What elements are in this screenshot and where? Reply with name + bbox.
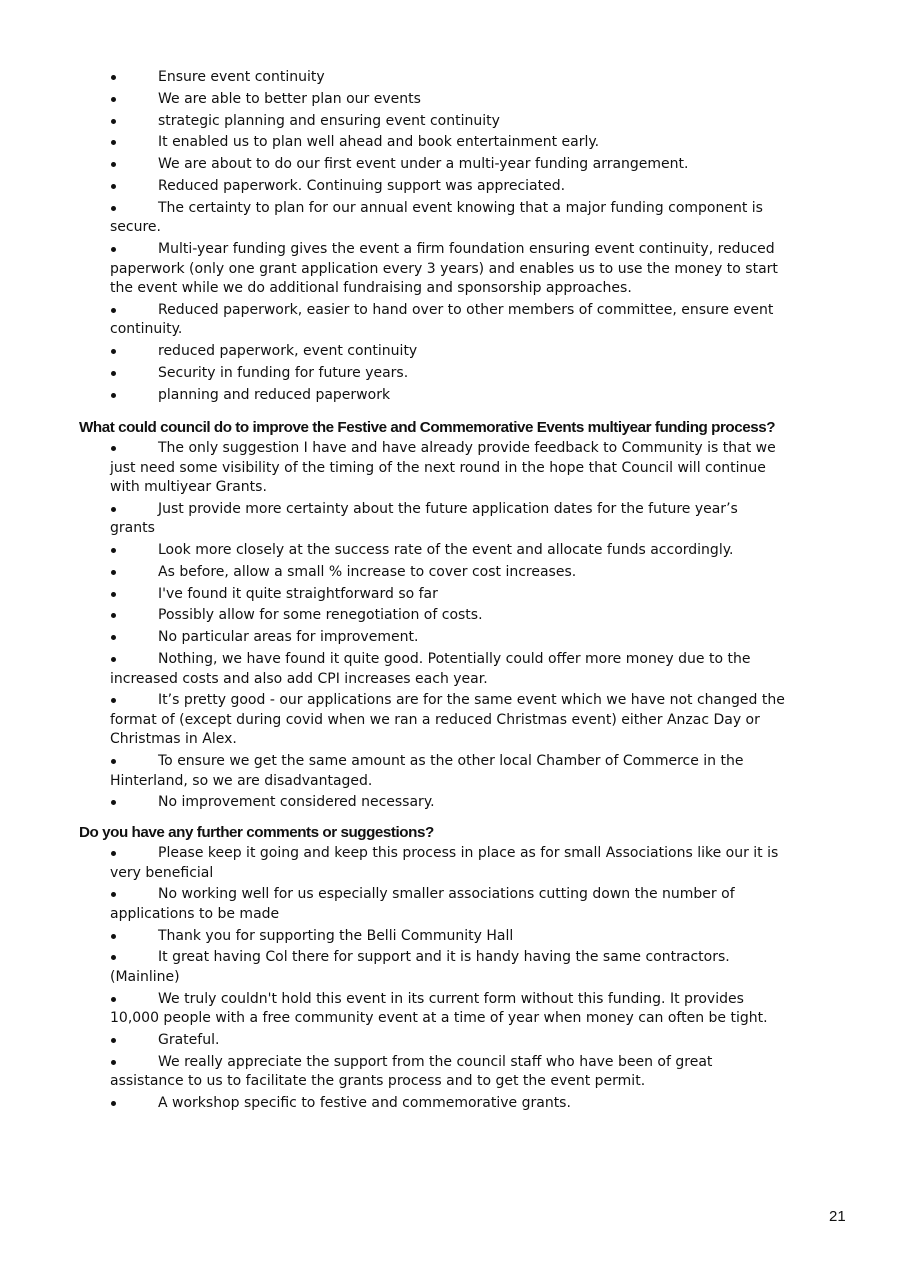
list-item-text: It’s pretty good - our applications are for the same event which we have not changed the format of (except during covid when we ran a reduced Christmas event) either Anzac Day or Christmas in Alex.: [110, 692, 785, 748]
list-item-text: Ensure event continuity: [158, 69, 325, 85]
list-item-text: It great having Col there for support and it is handy having the same contractors. (Mainline): [110, 949, 730, 985]
list-item: [110, 1094, 786, 1114]
bullet-icon: [111, 613, 116, 618]
bullet-icon: [111, 657, 116, 662]
bullet-icon: [111, 446, 116, 451]
bullet-icon: [111, 955, 116, 960]
list-item-text: reduced paperwork, event continuity: [158, 343, 418, 360]
section-heading-further-comments: Do you have any further comments or suggestions?: [79, 824, 434, 841]
bullet-icon: [111, 1060, 116, 1065]
list-item: [110, 155, 786, 175]
list-item-text: The certainty to plan for our annual event knowing that a major funding component is secure.: [110, 199, 763, 236]
list-item: [110, 439, 786, 498]
page-number: 21: [829, 1208, 846, 1225]
list-item: [110, 68, 786, 88]
list-item-text: I've found it quite straightforward so far: [158, 585, 438, 602]
list-item: [110, 563, 786, 583]
list-item: [110, 364, 786, 384]
bullet-icon: [111, 800, 116, 805]
list-item-text: Grateful.: [158, 1031, 220, 1048]
bullet-icon: [111, 1038, 116, 1043]
list-item: [110, 177, 786, 197]
list-item-text: Multi-year funding gives the event a firm foundation ensuring event continuity, reduced paperwork (only one grant application every 3 years) and enables us to use the money to start the event while we do additional fundraising and sponsorship approaches.: [110, 241, 778, 297]
bullet-icon: [111, 934, 116, 939]
list-item-text: It enabled us to plan well ahead and book entertainment early.: [158, 134, 600, 151]
list-item-text: Possibly allow for some renegotiation of costs.: [158, 607, 483, 624]
list-item: [110, 585, 786, 605]
list-item-text: Reduced paperwork, easier to hand over to other members of committee, ensure event continuity.: [110, 301, 774, 338]
list-item: [110, 199, 786, 238]
list-item: [110, 1053, 786, 1092]
bullet-icon: [111, 635, 116, 640]
list-item: [110, 885, 786, 924]
bullet-icon: [111, 698, 116, 703]
comments-bullet-list: [110, 844, 786, 1116]
bullet-icon: [111, 97, 116, 102]
list-item: [110, 90, 786, 110]
bullet-icon: [111, 507, 116, 512]
list-item: [110, 500, 786, 539]
list-item-text: No particular areas for improvement.: [158, 629, 419, 646]
bullet-icon: [111, 548, 116, 553]
list-item: [110, 1031, 786, 1051]
benefits-bullet-list: [110, 68, 786, 408]
list-item: [110, 752, 786, 791]
list-item: [110, 628, 786, 648]
list-item: [110, 112, 786, 132]
list-item: [110, 691, 786, 750]
list-item: [110, 927, 786, 947]
bullet-icon: [111, 140, 116, 145]
list-item-text: planning and reduced paperwork: [158, 386, 391, 403]
bullet-icon: [111, 247, 116, 252]
list-item-text: No improvement considered necessary.: [158, 794, 435, 811]
list-item-text: We really appreciate the support from the council staff who have been of great assistance to us to facilitate the grants process and to get the event permit.: [110, 1053, 713, 1090]
list-item: [110, 606, 786, 626]
list-item-text: Nothing, we have found it quite good. Potentially could offer more money due to the increased costs and also add CPI increases each year.: [110, 651, 751, 687]
list-item: [110, 793, 786, 813]
list-item-text: The only suggestion I have and have already provide feedback to Community is that we just need some visibility of the timing of the next round in the hope that Council will continue with multiyear Grants.: [110, 440, 776, 495]
bullet-icon: [111, 349, 116, 354]
bullet-icon: [111, 892, 116, 897]
bullet-icon: [111, 75, 116, 80]
bullet-icon: [111, 570, 116, 575]
list-item-text: No working well for us especially smaller associations cutting down the number of applications to be made: [110, 886, 735, 922]
bullet-icon: [111, 162, 116, 167]
list-item: [110, 541, 786, 561]
bullet-icon: [111, 206, 116, 211]
list-item-text: Security in funding for future years.: [158, 364, 409, 381]
list-item-text: Thank you for supporting the Belli Community Hall: [158, 927, 514, 944]
bullet-icon: [111, 759, 116, 764]
bullet-icon: [111, 1101, 116, 1106]
list-item-text: Look more closely at the success rate of the event and allocate funds accordingly.: [158, 542, 734, 559]
list-item: [110, 844, 786, 883]
list-item-text: We are able to better plan our events: [158, 90, 421, 107]
list-item-text: Please keep it going and keep this process in place as for small Associations like our it is very beneficial: [110, 845, 779, 881]
list-item-text: strategic planning and ensuring event continuity: [158, 112, 500, 129]
list-item: [110, 948, 786, 987]
list-item: [110, 342, 786, 362]
bullet-icon: [111, 308, 116, 313]
list-item-text: We truly couldn't hold this event in its current form without this funding. It provides 10,000 people with a free community event at a time of year when money can often be tight.: [110, 990, 768, 1027]
bullet-icon: [111, 997, 116, 1002]
list-item: [110, 990, 786, 1029]
bullet-icon: [111, 592, 116, 597]
list-item-text: To ensure we get the same amount as the other local Chamber of Commerce in the Hinterland, so we are disadvantaged.: [110, 753, 744, 789]
improvements-bullet-list: [110, 439, 786, 815]
bullet-icon: [111, 371, 116, 376]
list-item-text: A workshop specific to festive and commemorative grants.: [158, 1095, 571, 1112]
bullet-icon: [111, 393, 116, 398]
bullet-icon: [111, 851, 116, 856]
list-item: [110, 301, 786, 340]
list-item-text: Reduced paperwork. Continuing support was appreciated.: [158, 177, 566, 194]
list-item-text: Just provide more certainty about the future application dates for the future year’s grants: [110, 500, 738, 537]
list-item-text: We are about to do our first event under a multi-year funding arrangement.: [158, 156, 689, 173]
section-heading-improvements: What could council do to improve the Festive and Commemorative Events multiyear funding process?: [79, 419, 776, 436]
list-item: [110, 133, 786, 153]
bullet-icon: [111, 119, 116, 124]
list-item: [110, 240, 786, 299]
list-item: [110, 650, 786, 689]
bullet-icon: [111, 184, 116, 189]
list-item-text: As before, allow a small % increase to cover cost increases.: [158, 563, 577, 580]
list-item: [110, 386, 786, 406]
